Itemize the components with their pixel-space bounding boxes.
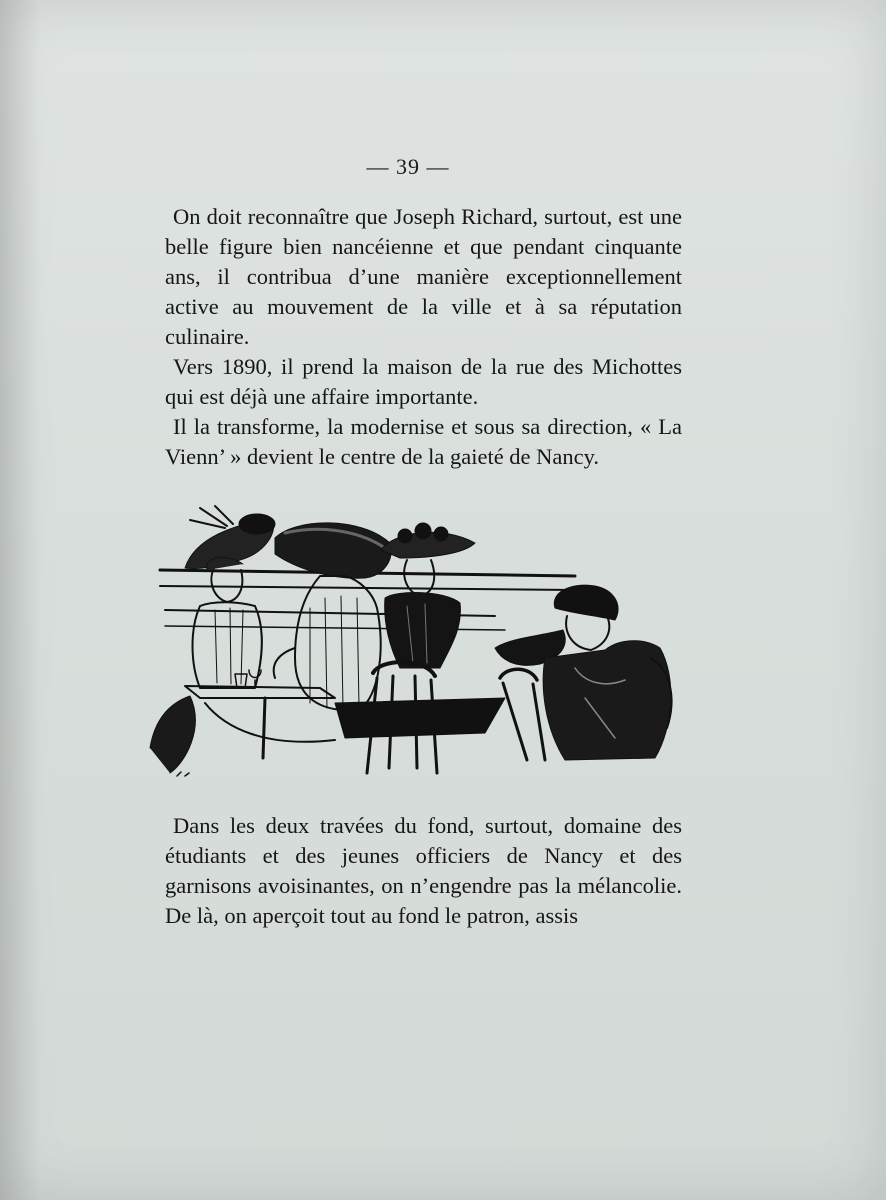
cafe-scene-illustration [145, 498, 685, 783]
paragraph: Il la transforme, la modernise et sous sa direction, « La Vienn’ » devient le centre de la gaieté de Nancy. [165, 414, 682, 469]
paragraph: On doit reconnaître que Joseph Richard, surtout, est une belle figure bien nancéienne et que pendant cinquante ans, il contribua d’une manière exceptionnellement active au mouvement de la ville et à sa réputation culinaire. [165, 204, 682, 349]
paragraph: Dans les deux travées du fond, surtout, domaine des étudiants et des jeunes officiers de Nancy et des garnisons avoisinantes, on n’engendre pas la mélancolie. De là, on aperçoit tout au fond le patron, assis [165, 813, 682, 928]
text-block-bottom [165, 811, 682, 931]
page-number: — 39 — [366, 154, 450, 179]
text-block-top [165, 202, 682, 472]
paragraph: Vers 1890, il prend la maison de la rue des Michottes qui est déjà une affaire importante. [165, 354, 682, 409]
page-binding-shadow [0, 0, 40, 1200]
